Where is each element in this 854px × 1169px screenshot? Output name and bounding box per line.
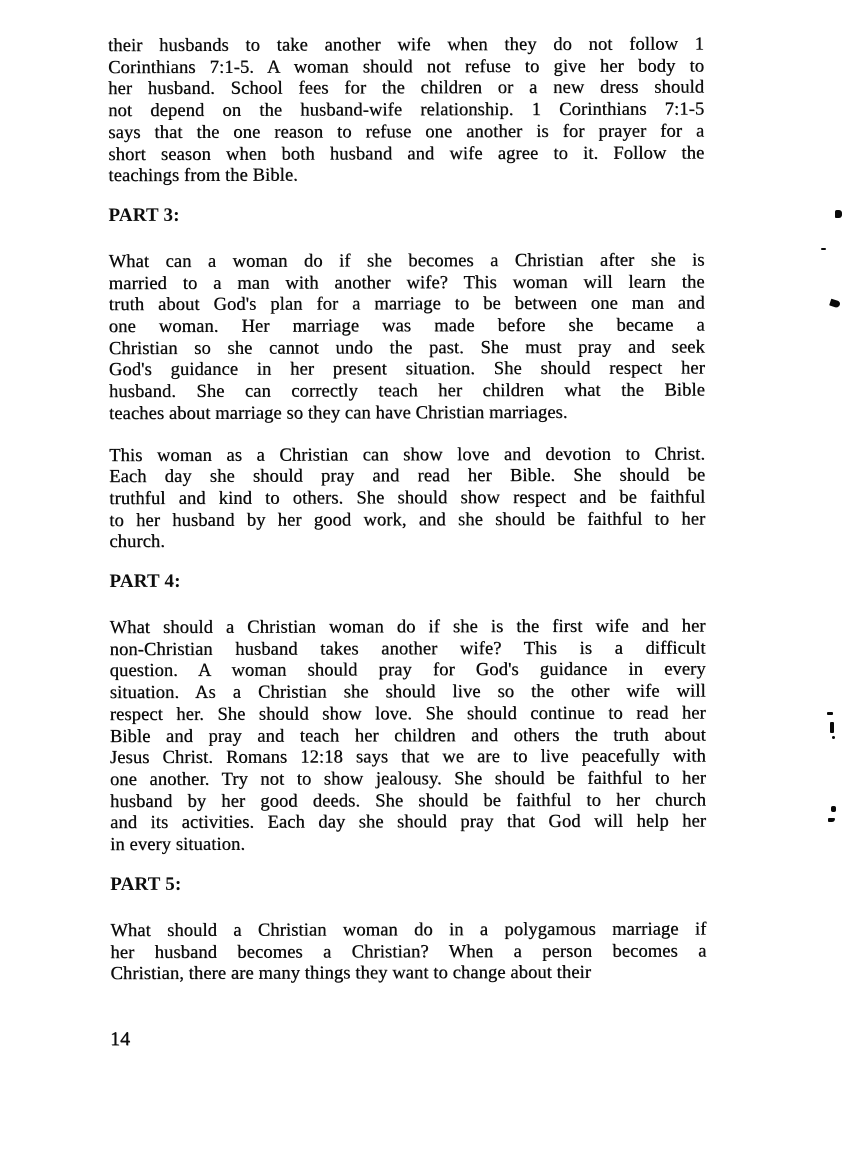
text-line: their husbands to take another wife when they do not follow 1 (108, 34, 705, 56)
body-text-block (108, 34, 706, 985)
paragraph (110, 919, 706, 986)
text-line: one woman. Her marriage was made before she became a (108, 315, 705, 338)
text-line: teachings from the Bible. (108, 165, 298, 187)
text-line: not depend on the husband-wife relationship. 1 Corinthians 7:1-5 (108, 99, 705, 122)
paragraph (109, 444, 705, 554)
text-line: teaches about marriage so they can have Christian marriages. (108, 402, 568, 424)
text-line: What should a Christian woman do in a polygamous marriage if (110, 919, 707, 941)
text-line: non-Christian husband takes another wife? This is a difficult (109, 638, 706, 660)
text-line: husband by her good deeds. She should be faithful to her church (109, 790, 707, 812)
section-heading: PART 4: (109, 570, 181, 593)
text-line: one another. Try not to show jealousy. She should be faithful to her (109, 768, 706, 790)
text-line: her husband. School fees for the children or a new dress should (108, 77, 705, 100)
text-line: Corinthians 7:1-5. A woman should not refuse to give her body to (108, 56, 705, 78)
text-line: Christian, there are many things they want to change about their (110, 962, 592, 985)
text-line: says that the one reason to refuse one another is for prayer for a (108, 121, 705, 143)
section-heading: PART 5: (110, 873, 182, 895)
text-line: and its activities. Each day she should pray that God will help her (110, 811, 707, 834)
paragraph (109, 250, 705, 425)
text-line: truth about God's plan for a marriage to be between one man and (108, 293, 705, 316)
text-line: This woman as a Christian can show love and devotion to Christ. (109, 443, 706, 466)
page-number: 14 (110, 1028, 130, 1050)
text-line: married to a man with another wife? This woman will learn the (108, 272, 705, 294)
text-line: What can a woman do if she becomes a Christian after she is (108, 250, 705, 272)
paragraph (108, 34, 704, 187)
scan-artifact (827, 712, 833, 715)
text-line: question. A woman should pray for God's guidance in every (109, 659, 706, 682)
text-line: short season when both husband and wife agree to it. Follow the (108, 142, 705, 165)
text-line: her husband becomes a Christian? When a person becomes a (110, 940, 707, 963)
text-line: church. (109, 532, 166, 553)
scan-artifact (832, 736, 835, 739)
text-line: situation. As a Christian she should live so the other wife will (109, 681, 706, 704)
scan-artifact (835, 210, 842, 218)
text-line: Bible and pray and teach her children and others the truth about (109, 725, 706, 747)
scan-artifact (831, 806, 836, 812)
section-heading: PART 3: (108, 204, 180, 226)
text-line: to her husband by her good work, and she should be faithful to her (109, 509, 706, 531)
scan-artifact (829, 299, 841, 309)
scan-artifact (830, 722, 834, 733)
scan-artifact (828, 818, 835, 822)
text-line: What should a Christian woman do if she is the first wife and her (109, 616, 706, 639)
text-line: Christian so she cannot undo the past. She must pray and seek (108, 337, 705, 359)
paragraph (110, 617, 707, 857)
text-line: truthful and kind to others. She should show respect and be faithful (109, 487, 706, 509)
text-line: in every situation. (110, 834, 246, 856)
text-line: Each day she should pray and read her Bible. She should be (109, 465, 706, 488)
text-line: respect her. She should show love. She should continue to read her (109, 703, 706, 725)
text-line: Jesus Christ. Romans 12:18 says that we are to live peacefully with (109, 746, 706, 769)
text-line: husband. She can correctly teach her children what the Bible (108, 380, 705, 403)
text-line: God's guidance in her present situation. She should respect her (108, 358, 705, 381)
scan-artifact (821, 248, 826, 250)
